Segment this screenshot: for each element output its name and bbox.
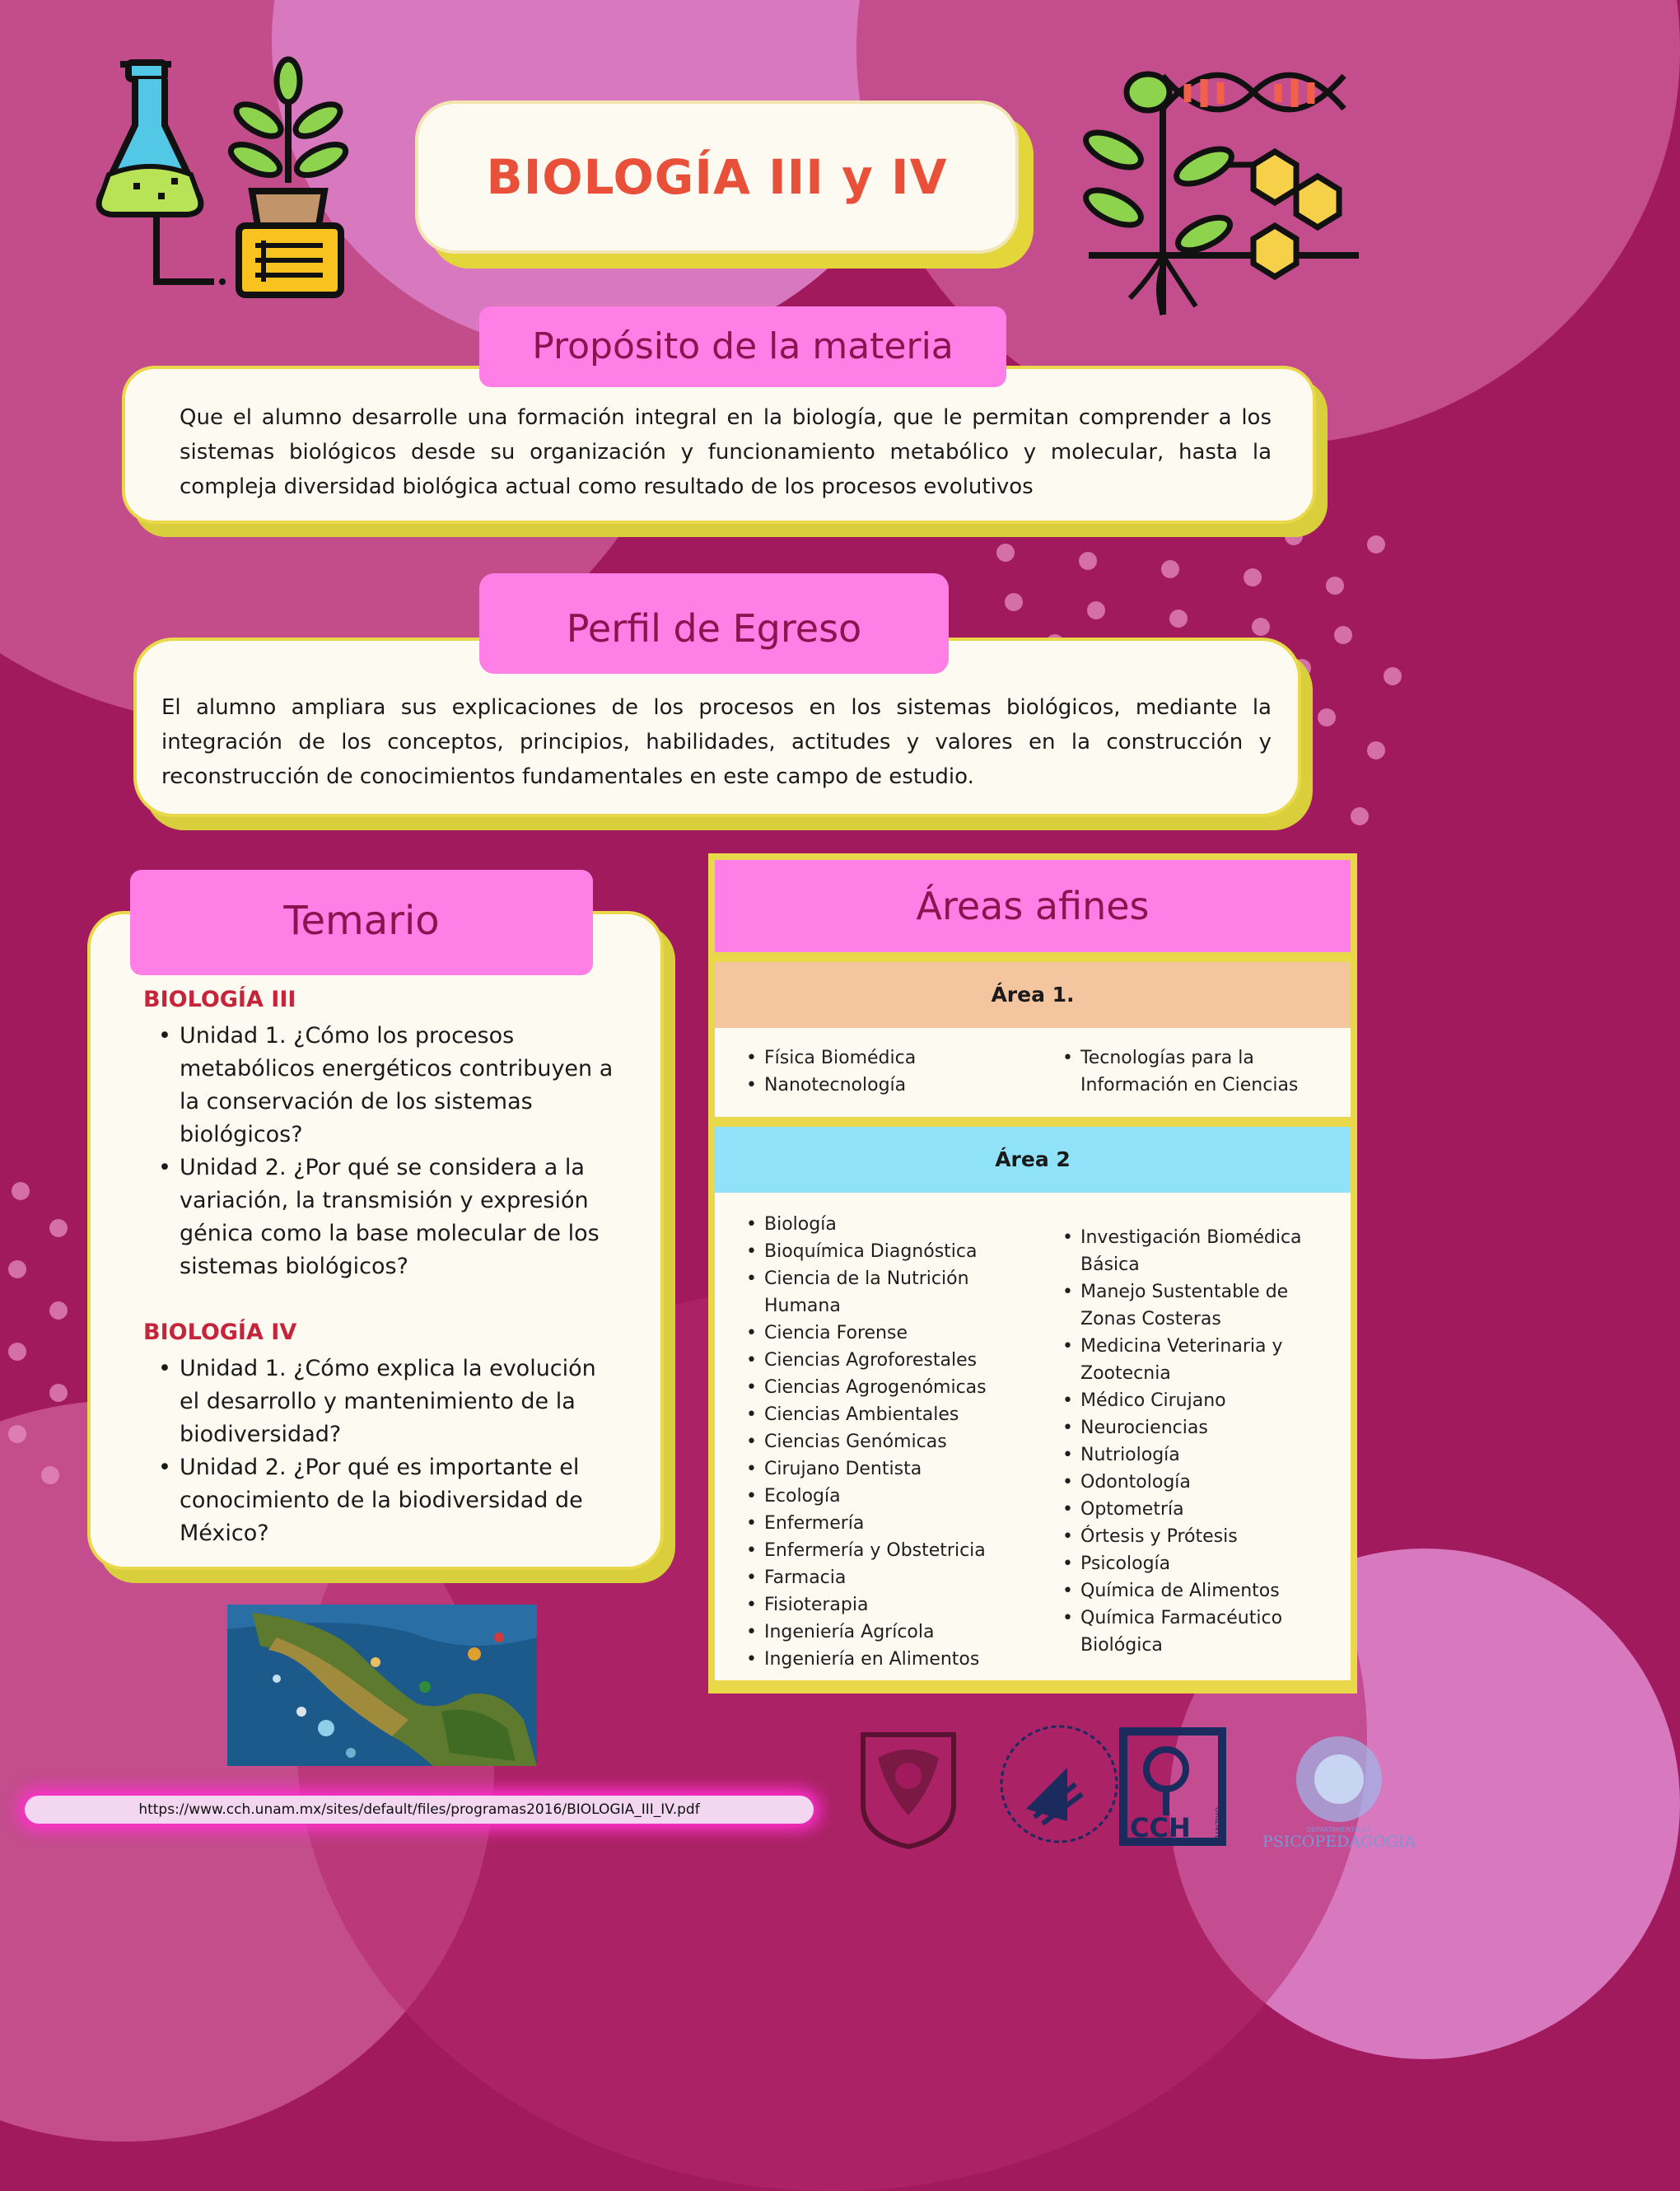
temario-heading: Temario	[130, 870, 593, 975]
list-item: • Ciencia de la Nutrición Humana	[746, 1265, 1034, 1320]
course-units-list	[156, 1352, 618, 1550]
list-item: • Biología	[746, 1211, 1034, 1238]
list-item: • Ingeniería en Alimentos	[746, 1646, 1034, 1673]
list-item: • Unidad 2. ¿Por qué es importante el conocimiento de la biodiversidad de México?	[156, 1451, 618, 1550]
list-item: • Psicología	[1062, 1550, 1334, 1577]
page-title: BIOLOGÍA III y IV	[486, 149, 948, 205]
list-item: • Ciencia Forense	[746, 1320, 1034, 1347]
area1-col2	[1062, 1044, 1326, 1099]
list-item: • Tecnologías para la Información en Ciencias	[1062, 1044, 1326, 1099]
list-item: • Ingeniería Agrícola	[746, 1619, 1034, 1646]
list-item: • Farmacia	[746, 1564, 1034, 1591]
source-link[interactable]: https://www.cch.unam.mx/sites/default/files/programas2016/BIOLOGIA_III_IV.pdf	[25, 1796, 814, 1824]
list-item: • Ciencias Genómicas	[746, 1428, 1034, 1455]
list-item: • Unidad 1. ¿Cómo explica la evolución el desarrollo y mantenimiento de la biodiversidad?	[156, 1352, 618, 1451]
list-item: • Ecología	[746, 1483, 1034, 1510]
list-item: • Neurociencias	[1062, 1414, 1334, 1441]
area1-col1	[746, 1044, 1026, 1099]
list-item: • Ciencias Ambientales	[746, 1401, 1034, 1428]
list-item: • Nanotecnología	[746, 1072, 1026, 1099]
list-item: • Unidad 2. ¿Por qué se considera a la variación, la transmisión y expresión génica como la base molecular de los sistemas biológicos?	[156, 1152, 618, 1283]
area2-col1	[746, 1211, 1034, 1673]
flask-plant-icon	[91, 51, 371, 315]
list-item: • Unidad 1. ¿Cómo los procesos metabólicos energéticos contribuyen a la conservación de los sistemas biológicos?	[156, 1020, 618, 1152]
unam-logo	[853, 1725, 964, 1850]
list-item: • Química de Alimentos	[1062, 1577, 1334, 1605]
cch-oriente-logo	[1117, 1725, 1229, 1848]
colegio-logo	[993, 1718, 1125, 1858]
perfil-heading: Perfil de Egreso	[479, 573, 949, 674]
oriente-text: ORIENTE	[1213, 1807, 1221, 1840]
list-item: • Medicina Veterinaria y Zootecnia	[1062, 1333, 1334, 1387]
area2-header: Área 2	[715, 1127, 1351, 1193]
areas-panel	[708, 853, 1357, 1693]
area1-body	[715, 1028, 1351, 1117]
title-card	[415, 100, 1019, 254]
list-item: • Bioquímica Diagnóstica	[746, 1238, 1034, 1265]
area2-body	[715, 1193, 1351, 1680]
course-units-list	[156, 1020, 618, 1283]
dna-plant-icon	[1080, 43, 1360, 323]
psico-text: PSICOPEDAGOGIA	[1262, 1833, 1416, 1851]
perfil-text: El alumno ampliara sus explicaciones de los procesos en los sistemas biológicos, mediante la integración de los conceptos, principios, habilidades, actitudes y valores en la construcción y reconstrucción de conocimientos fundamentales en este campo de estudio.	[161, 695, 1272, 789]
proposito-heading: Propósito de la materia	[479, 306, 1006, 387]
list-item: • Optometría	[1062, 1496, 1334, 1523]
mexico-biodiversity-map	[227, 1605, 537, 1766]
cch-text: CCH	[1130, 1812, 1191, 1843]
depto-text: DEPARTAMENTO DE	[1306, 1826, 1372, 1834]
list-item: • Investigación Biomédica Básica	[1062, 1224, 1334, 1278]
list-item: • Enfermería	[746, 1510, 1034, 1537]
list-item: • Ciencias Agrogenómicas	[746, 1374, 1034, 1401]
list-item: • Manejo Sustentable de Zonas Costeras	[1062, 1278, 1334, 1333]
list-item: • Fisioterapia	[746, 1591, 1034, 1619]
areas-heading: Áreas afines	[715, 860, 1351, 952]
course-title: BIOLOGÍA III	[143, 987, 296, 1012]
list-item: • Médico Cirujano	[1062, 1387, 1334, 1414]
area2-col2	[1062, 1224, 1334, 1659]
list-item: • Enfermería y Obstetricia	[746, 1537, 1034, 1564]
list-item: • Odontología	[1062, 1469, 1334, 1496]
list-item: • Órtesis y Prótesis	[1062, 1523, 1334, 1550]
list-item: • Cirujano Dentista	[746, 1455, 1034, 1483]
area1-header: Área 1.	[715, 962, 1351, 1028]
psicopedagogia-logo	[1262, 1730, 1416, 1853]
list-item: • Física Biomédica	[746, 1044, 1026, 1072]
course-title: BIOLOGÍA IV	[143, 1320, 297, 1345]
list-item: • Ciencias Agroforestales	[746, 1347, 1034, 1374]
list-item: • Química Farmacéutico Biológica	[1062, 1605, 1334, 1659]
list-item: • Nutriología	[1062, 1441, 1334, 1469]
proposito-text: Que el alumno desarrolle una formación integral en la biología, que le permitan comprender a los sistemas biológicos desde su organización y funcionamiento metabólico y molecular, hasta la compleja diversidad biológica actual como resultado de los procesos evolutivos	[180, 405, 1272, 499]
